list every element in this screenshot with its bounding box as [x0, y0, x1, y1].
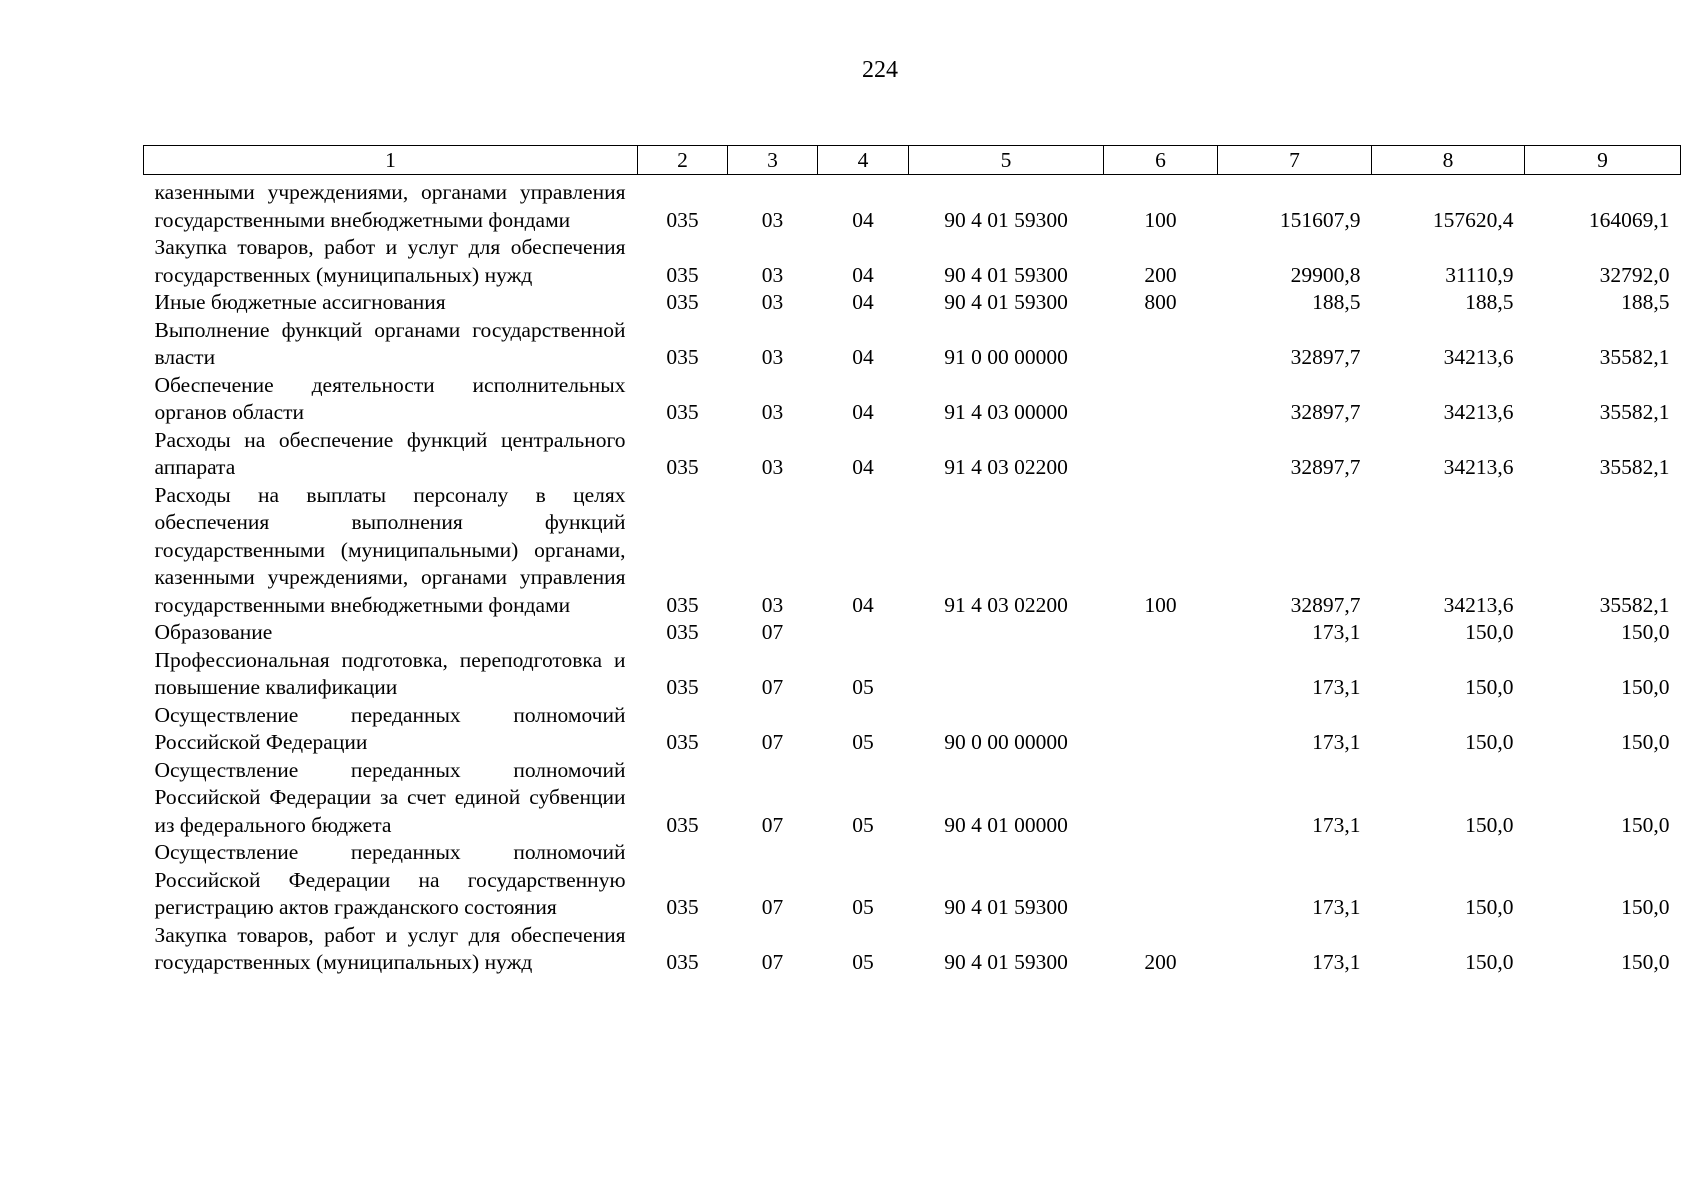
row-subsection: 04 [852, 345, 874, 369]
row-subsection: 04 [852, 592, 874, 617]
row-type [1104, 372, 1218, 427]
row-code: 035 [666, 345, 699, 369]
row-subsection: 05 [852, 675, 874, 699]
header-cell: 9 [1525, 146, 1681, 175]
row-section: 03 [761, 345, 784, 369]
row-section: 03 [761, 262, 784, 287]
row-target: 90 4 01 59300 [944, 895, 1068, 919]
row-target: 91 4 03 02200 [944, 592, 1068, 617]
row-value-2: 34213,6 [1443, 592, 1514, 617]
row-code: 035 [666, 262, 699, 287]
row-value-1: 173,1 [1312, 620, 1361, 644]
table-row [144, 317, 1681, 372]
row-target: 90 4 01 59300 [944, 262, 1068, 287]
table-body [144, 175, 1681, 977]
row-name: Осуществление переданных полномочий Российской Федерации [154, 702, 626, 754]
row-type [1104, 317, 1218, 372]
row-value-3: 35582,1 [1599, 345, 1670, 369]
row-value-1: 151607,9 [1279, 207, 1361, 232]
row-value-3: 188,5 [1621, 290, 1670, 314]
table-row [144, 289, 1681, 317]
row-subsection: 05 [852, 950, 874, 974]
table-row [144, 175, 1681, 235]
row-value-1: 32897,7 [1290, 592, 1361, 617]
row-code: 035 [666, 895, 699, 919]
row-name: Осуществление переданных полномочий Российской Федерации на государственную регистрацию актов гражданского состояния [154, 840, 626, 919]
row-value-3: 35582,1 [1599, 455, 1670, 479]
table-row [144, 702, 1681, 757]
row-value-3: 32792,0 [1599, 262, 1670, 287]
row-target: 90 4 01 59300 [944, 950, 1068, 974]
row-code: 035 [666, 620, 699, 644]
row-value-3: 150,0 [1621, 812, 1670, 837]
table-row [144, 234, 1681, 289]
row-target [909, 619, 1104, 647]
row-value-1: 173,1 [1312, 675, 1361, 699]
row-type: 800 [1144, 290, 1177, 314]
row-value-2: 150,0 [1465, 730, 1514, 754]
row-type [1104, 839, 1218, 922]
row-value-3: 150,0 [1621, 895, 1670, 919]
row-value-2: 150,0 [1465, 620, 1514, 644]
row-target: 90 4 01 59300 [944, 207, 1068, 232]
row-name: Образование [154, 620, 273, 644]
row-section: 03 [761, 207, 784, 232]
row-type [1104, 702, 1218, 757]
row-name: Расходы на выплаты персоналу в целях обеспечения выполнения функций государственными (муниципальными) органами, казенными учреждениями, органами управления государственными внебюджетными фондами [154, 482, 626, 617]
row-subsection: 05 [852, 895, 874, 919]
row-code: 035 [666, 290, 699, 314]
table-row [144, 839, 1681, 922]
row-type [1104, 757, 1218, 840]
row-value-2: 150,0 [1465, 950, 1514, 974]
row-value-3: 150,0 [1621, 950, 1670, 974]
row-value-1: 29900,8 [1290, 262, 1361, 287]
row-code: 035 [666, 812, 699, 837]
row-name: Закупка товаров, работ и услуг для обеспечения государственных (муниципальных) нужд [154, 922, 626, 974]
row-section: 07 [761, 812, 784, 837]
row-subsection: 05 [852, 730, 874, 754]
row-type: 100 [1144, 207, 1177, 232]
row-value-1: 173,1 [1312, 812, 1361, 837]
row-code: 035 [666, 730, 699, 754]
header-cell: 3 [728, 146, 818, 175]
row-value-2: 150,0 [1465, 812, 1514, 837]
row-value-1: 32897,7 [1290, 455, 1361, 479]
row-value-2: 34213,6 [1443, 400, 1514, 424]
row-type [1104, 647, 1218, 702]
row-code: 035 [666, 400, 699, 424]
table-row [144, 427, 1681, 482]
table-row [144, 757, 1681, 840]
row-value-1: 188,5 [1312, 290, 1361, 314]
table-header [144, 146, 1681, 175]
table-row [144, 619, 1681, 647]
row-code: 035 [666, 455, 699, 479]
row-value-3: 35582,1 [1599, 592, 1670, 617]
row-target: 90 4 01 00000 [944, 812, 1068, 837]
row-value-2: 150,0 [1465, 895, 1514, 919]
row-target: 91 4 03 00000 [944, 400, 1068, 424]
row-type: 100 [1144, 592, 1177, 617]
row-value-3: 35582,1 [1599, 400, 1670, 424]
row-name: Закупка товаров, работ и услуг для обеспечения государственных (муниципальных) нужд [154, 235, 626, 287]
row-name: Осуществление переданных полномочий Российской Федерации за счет единой субвенции из федерального бюджета [154, 757, 626, 837]
header-cell: 2 [638, 146, 728, 175]
row-target [909, 647, 1104, 702]
header-cell: 5 [909, 146, 1104, 175]
row-value-2: 31110,9 [1445, 262, 1514, 287]
row-value-1: 32897,7 [1290, 400, 1361, 424]
row-subsection: 04 [852, 207, 874, 232]
row-subsection: 05 [852, 812, 874, 837]
row-value-1: 173,1 [1312, 730, 1361, 754]
row-section: 07 [761, 730, 784, 754]
header-cell: 7 [1218, 146, 1372, 175]
row-value-2: 157620,4 [1432, 207, 1514, 232]
row-value-2: 188,5 [1465, 290, 1514, 314]
row-name: казенными учреждениями, органами управления государственными внебюджетными фондами [154, 180, 626, 232]
row-value-2: 34213,6 [1443, 455, 1514, 479]
row-name: Профессиональная подготовка, переподготовка и повышение квалификации [154, 647, 626, 699]
table-row [144, 372, 1681, 427]
page-number: 224 [862, 57, 898, 83]
row-subsection: 04 [852, 400, 874, 424]
table-row [144, 922, 1681, 977]
row-subsection [818, 619, 909, 647]
row-section: 07 [761, 620, 784, 644]
row-section: 03 [761, 592, 784, 617]
header-cell: 8 [1372, 146, 1525, 175]
row-subsection: 04 [852, 290, 874, 314]
row-value-1: 32897,7 [1290, 345, 1361, 369]
row-code: 035 [666, 950, 699, 974]
row-name: Расходы на обеспечение функций центрального аппарата [154, 427, 626, 479]
row-value-1: 173,1 [1312, 950, 1361, 974]
row-value-2: 150,0 [1465, 675, 1514, 699]
row-value-3: 150,0 [1621, 675, 1670, 699]
table-row [144, 482, 1681, 620]
row-value-1: 173,1 [1312, 895, 1361, 919]
row-name: Иные бюджетные ассигнования [154, 290, 446, 314]
row-code: 035 [666, 592, 699, 617]
row-code: 035 [666, 675, 699, 699]
row-section: 03 [761, 455, 784, 479]
row-code: 035 [666, 207, 699, 232]
row-subsection: 04 [852, 455, 874, 479]
row-value-3: 164069,1 [1588, 207, 1670, 232]
row-subsection: 04 [852, 262, 874, 287]
header-row [144, 146, 1681, 175]
row-name: Обеспечение деятельности исполнительных органов области [154, 372, 626, 424]
row-section: 07 [761, 950, 784, 974]
row-section: 03 [761, 400, 784, 424]
row-type: 200 [1144, 262, 1177, 287]
budget-table [143, 145, 1681, 977]
row-target: 90 0 00 00000 [944, 730, 1068, 754]
header-cell: 6 [1104, 146, 1218, 175]
row-name: Выполнение функций органами государственной власти [154, 317, 626, 369]
row-target: 91 0 00 00000 [944, 345, 1068, 369]
row-value-2: 34213,6 [1443, 345, 1514, 369]
header-cell: 1 [144, 146, 638, 175]
row-value-3: 150,0 [1621, 730, 1670, 754]
row-type [1104, 427, 1218, 482]
row-type [1104, 619, 1218, 647]
header-cell: 4 [818, 146, 909, 175]
row-value-3: 150,0 [1621, 620, 1670, 644]
row-section: 07 [761, 895, 784, 919]
table-row [144, 647, 1681, 702]
row-section: 07 [761, 675, 784, 699]
row-target: 90 4 01 59300 [944, 290, 1068, 314]
row-section: 03 [761, 290, 784, 314]
row-target: 91 4 03 02200 [944, 455, 1068, 479]
row-type: 200 [1144, 950, 1177, 974]
